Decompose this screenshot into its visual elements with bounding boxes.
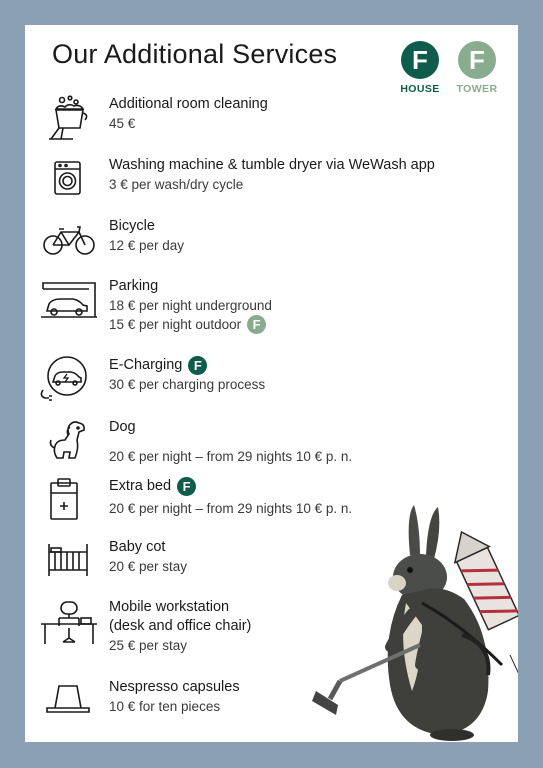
brand-tower <box>454 41 500 95</box>
baby-cot-icon <box>39 538 99 584</box>
tower-badge: F <box>247 315 266 334</box>
service-name: Additional room cleaning <box>109 96 268 112</box>
page-title: Our Additional Services <box>52 39 338 69</box>
service-name: Bicycle <box>109 218 155 234</box>
service-price: 45 € <box>109 116 136 131</box>
service-price-outdoor <box>109 315 509 334</box>
service-name-row <box>109 356 509 375</box>
e-charging-icon <box>39 356 99 402</box>
service-name: Washing machine & tumble dryer via WeWash app <box>109 157 435 173</box>
service-price-text: 15 € per night outdoor <box>109 317 242 332</box>
tower-logo: F <box>458 41 496 79</box>
service-price: 20 € per night – from 29 nights 10 € p. n. <box>109 449 353 464</box>
service-name: Nespresso capsules <box>109 679 240 695</box>
house-logo: F <box>401 41 439 79</box>
tower-label: TOWER <box>456 83 498 95</box>
dog-icon <box>39 418 99 464</box>
house-badge: F <box>177 477 196 496</box>
services-card <box>25 25 518 742</box>
brand-house <box>397 41 443 95</box>
service-price: 10 € for ten pieces <box>109 699 221 714</box>
service-name: Dog <box>109 419 136 435</box>
service-name: Baby cot <box>109 539 166 555</box>
service-name: E-Charging <box>109 357 183 373</box>
nespresso-capsule-icon <box>39 678 99 724</box>
service-name-row <box>109 477 509 496</box>
parking-garage-icon <box>39 277 99 323</box>
house-label: HOUSE <box>400 83 440 95</box>
service-price: 3 € per wash/dry cycle <box>109 177 244 192</box>
cleaning-bucket-icon <box>39 95 99 141</box>
service-price: 25 € per stay <box>109 638 188 653</box>
house-badge: F <box>188 356 207 375</box>
service-name: Extra bed <box>109 478 172 494</box>
service-price: 20 € per stay <box>109 559 188 574</box>
service-name: Parking <box>109 278 159 294</box>
service-price: 30 € per charging process <box>109 377 266 392</box>
extra-bed-icon <box>39 477 99 523</box>
service-name-line2: (desk and office chair) <box>109 618 252 634</box>
workstation-icon <box>39 598 99 644</box>
washing-machine-icon <box>39 156 99 202</box>
service-price: 18 € per night underground <box>109 298 272 313</box>
service-name: Mobile workstation <box>109 599 230 615</box>
rabbit-vacuum-illustration <box>302 495 518 742</box>
service-price: 20 € per night – from 29 nights 10 € p. n. <box>109 501 353 516</box>
service-price: 12 € per day <box>109 238 185 253</box>
bicycle-icon <box>39 217 99 263</box>
